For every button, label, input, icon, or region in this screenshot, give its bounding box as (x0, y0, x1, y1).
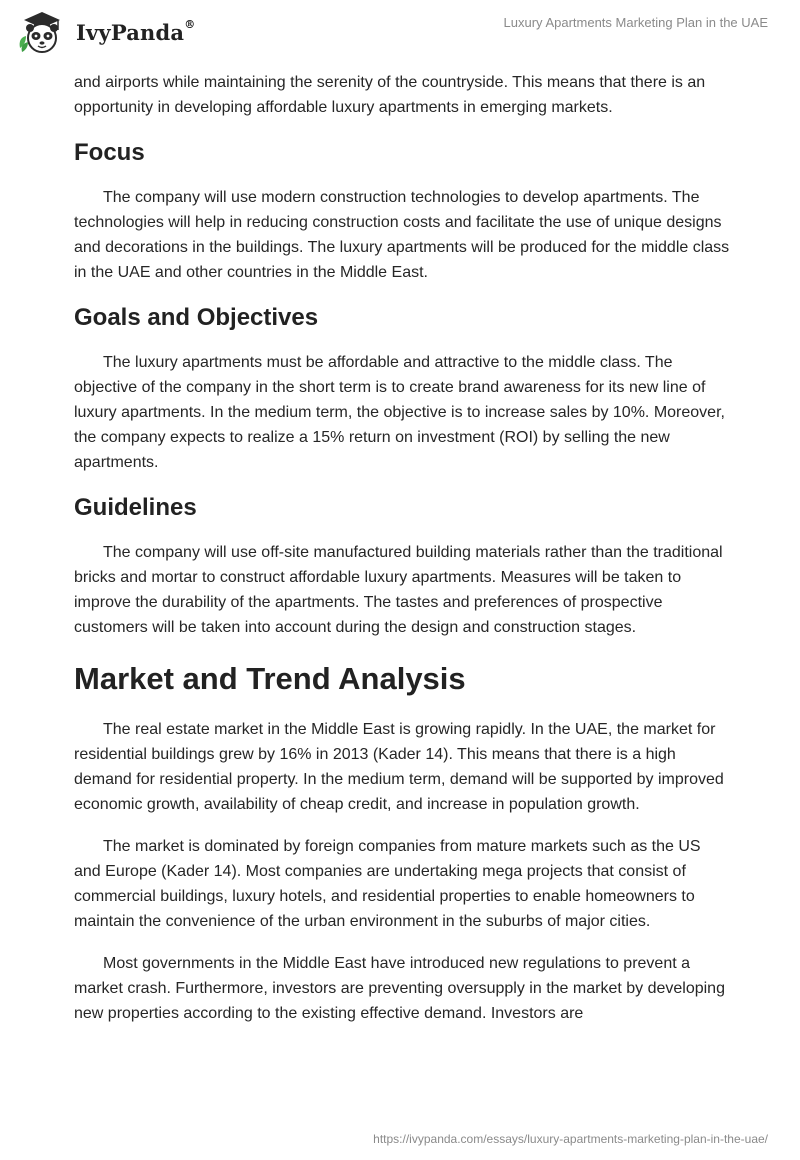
paragraph-guidelines: The company will use off-site manufactured building materials rather than the traditional bricks and mortar to construct affordable luxury apartments. Measures will be taken to improve the durability of the apartments. The tastes and preferences of prospective customers will be taken into account during the design and construction stages. (74, 544, 723, 636)
source-url-link[interactable]: https://ivypanda.com/essays/luxury-apartments-marketing-plan-in-the-uae/ (373, 1132, 768, 1146)
paragraph-market-1: The real estate market in the Middle East is growing rapidly. In the UAE, the market for residential buildings grew by 16% in 2013 (Kader 14). This means that there is a high demand for residential property. In the medium term, demand will be supported by improved economic growth, availability of cheap credit, and increase in population growth. (74, 721, 724, 813)
heading-market-trend-analysis: Market and Trend Analysis (74, 661, 466, 696)
panda-logo-icon (14, 8, 70, 56)
heading-focus: Focus (74, 139, 145, 166)
registered-mark: ® (184, 17, 196, 31)
heading-guidelines: Guidelines (74, 494, 197, 521)
paragraph-intro-tail: and airports while maintaining the serenity of the countryside. This means that there is an opportunity in developing affordable luxury apartments in emerging markets. (74, 74, 706, 116)
paragraph-market-2: The market is dominated by foreign companies from mature markets such as the US and Europe (Kader 14). Most companies are undertaking mega projects that consist of commercial buildings, luxury hotels, and residential properties to enable homeowners to maintain the convenience of the urban environment in the suburbs of major cities. (74, 838, 701, 930)
essay-content (74, 70, 730, 1026)
paragraph-focus: The company will use modern construction technologies to develop apartments. The technologies will help in reducing construction costs and facilitate the use of unique designs and decorations in the buildings. The luxury apartments will be produced for the middle class in the UAE and other countries in the Middle East. (74, 189, 730, 281)
page-header (0, 0, 800, 62)
paragraph-market-3: Most governments in the Middle East have introduced new regulations to prevent a market crash. Furthermore, investors are preventing oversupply in the market by developing new properties according to the existing effective demand. Investors are (74, 955, 725, 1022)
document-title: Luxury Apartments Marketing Plan in the UAE (503, 15, 768, 30)
brand-name: IvyPanda® (76, 17, 196, 45)
ivypanda-logo-link[interactable] (14, 8, 195, 56)
paragraph-goals: The luxury apartments must be affordable and attractive to the middle class. The objective of the company in the short term is to create brand awareness for its new line of luxury apartments. In the medium term, the objective is to increase sales by 10%. Moreover, the company expects to realize a 15% return on investment (ROI) by selling the new apartments. (74, 354, 725, 471)
heading-goals-objectives: Goals and Objectives (74, 304, 319, 331)
